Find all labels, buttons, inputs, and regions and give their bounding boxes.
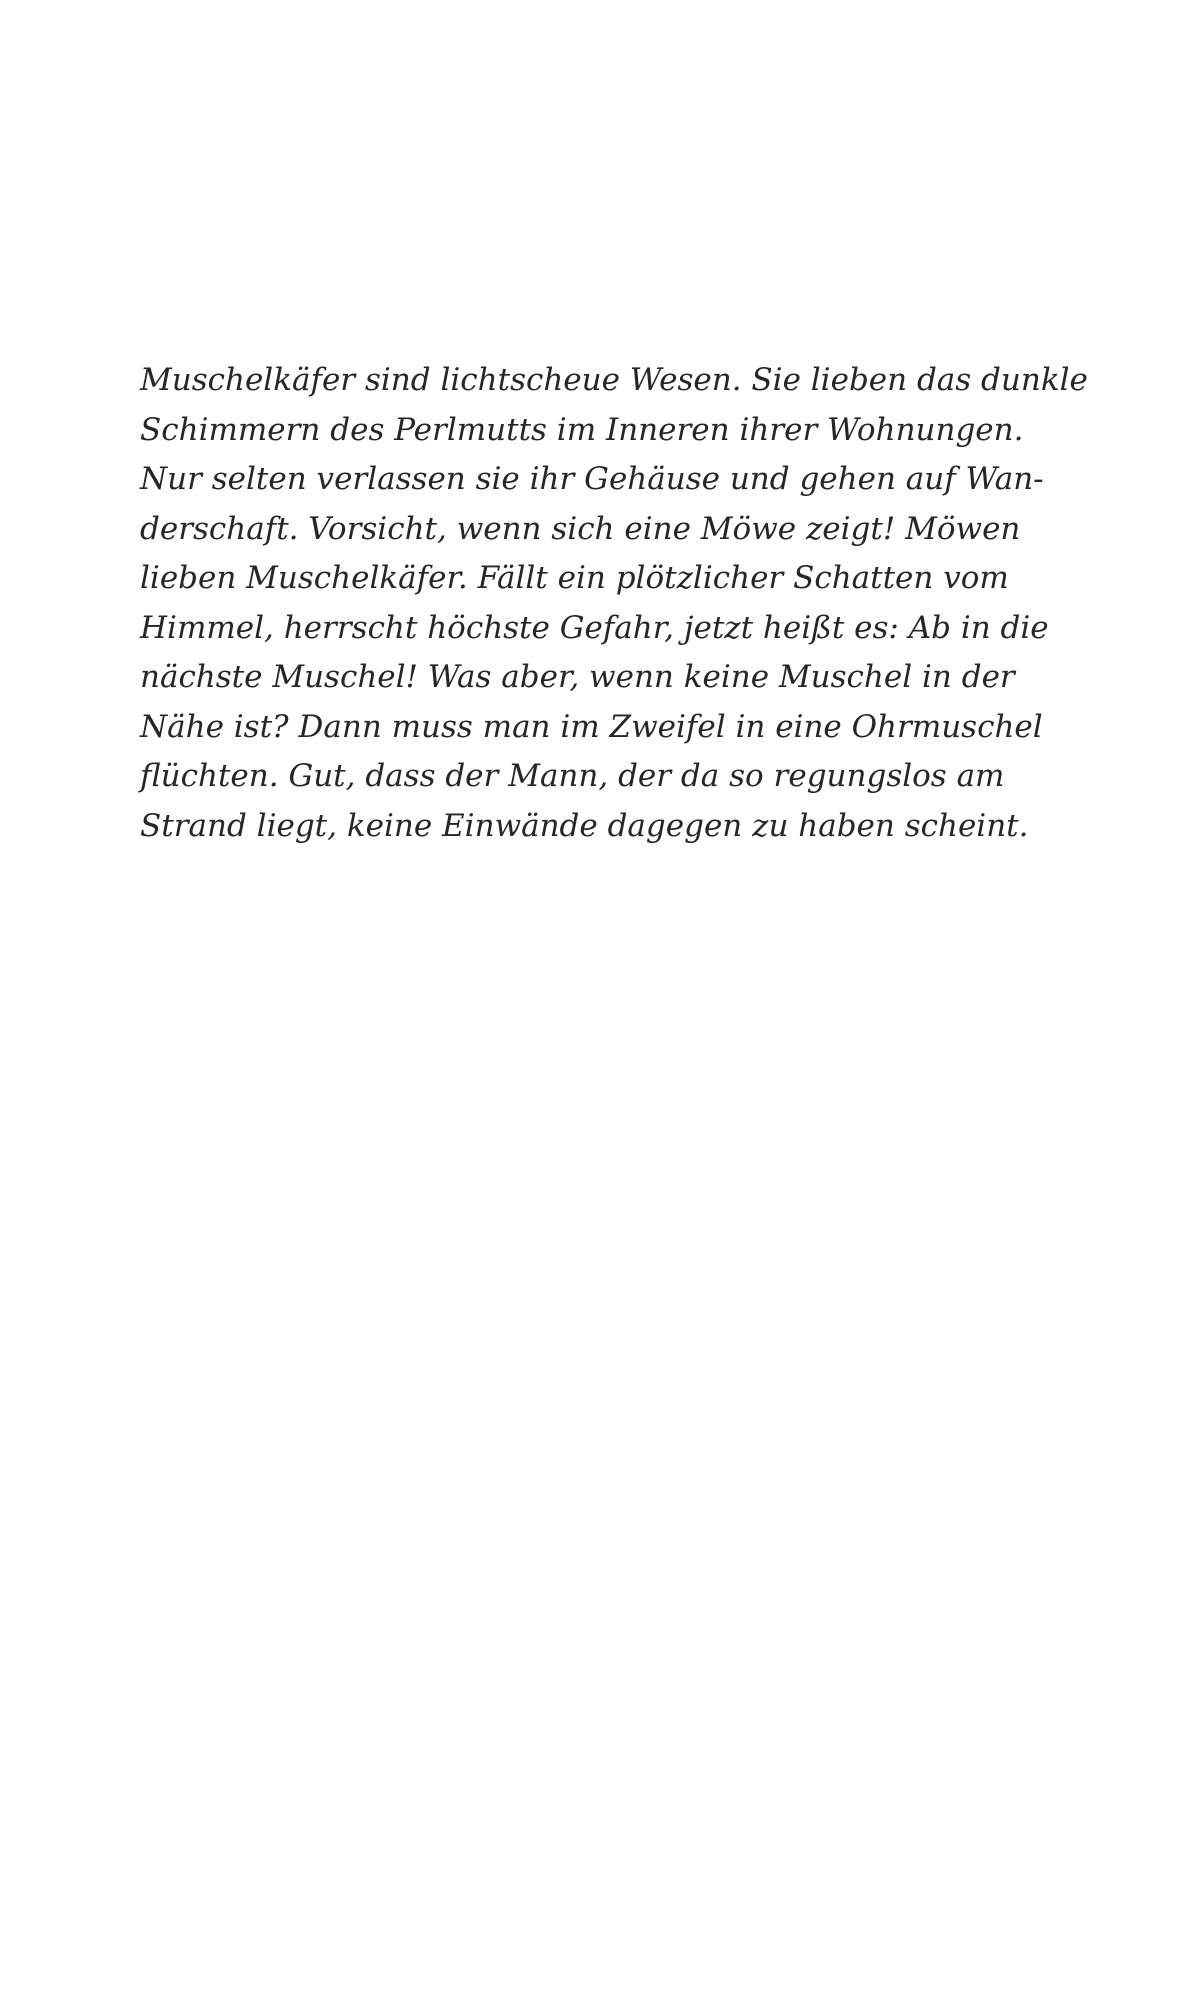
paragraph-line-1: Muschelkäfer sind lichtscheue Wesen. Sie lieben das dunkle xyxy=(140,362,1088,398)
paragraph-line-2: Schimmern des Perlmutts im Inneren ihrer Wohnungen. xyxy=(140,411,1024,448)
paragraph-line-4: derschaft. Vorsicht, wenn sich eine Möwe zeigt! Möwen xyxy=(140,510,1021,547)
paragraph-line-3: Nur selten verlassen sie ihr Gehäuse und gehen auf Wan- xyxy=(140,461,1044,497)
paragraph-line-5: lieben Muschelkäfer. Fällt ein plötzlicher Schatten vom xyxy=(140,560,1009,596)
paragraph-line-8: Nähe ist? Dann muss man im Zweifel in eine Ohrmuschel xyxy=(140,708,1043,745)
paragraph-line-10: Strand liegt, keine Einwände dagegen zu haben scheint. xyxy=(140,807,1029,844)
paragraph-line-6: Himmel, herrscht höchste Gefahr, jetzt heißt es: Ab in die xyxy=(140,609,1049,646)
paragraph-line-7: nächste Muschel! Was aber, wenn keine Muschel in der xyxy=(140,659,1015,695)
paragraph-line-9: flüchten. Gut, dass der Mann, der da so regungslos am xyxy=(140,758,1005,794)
body-paragraph xyxy=(140,356,1088,851)
